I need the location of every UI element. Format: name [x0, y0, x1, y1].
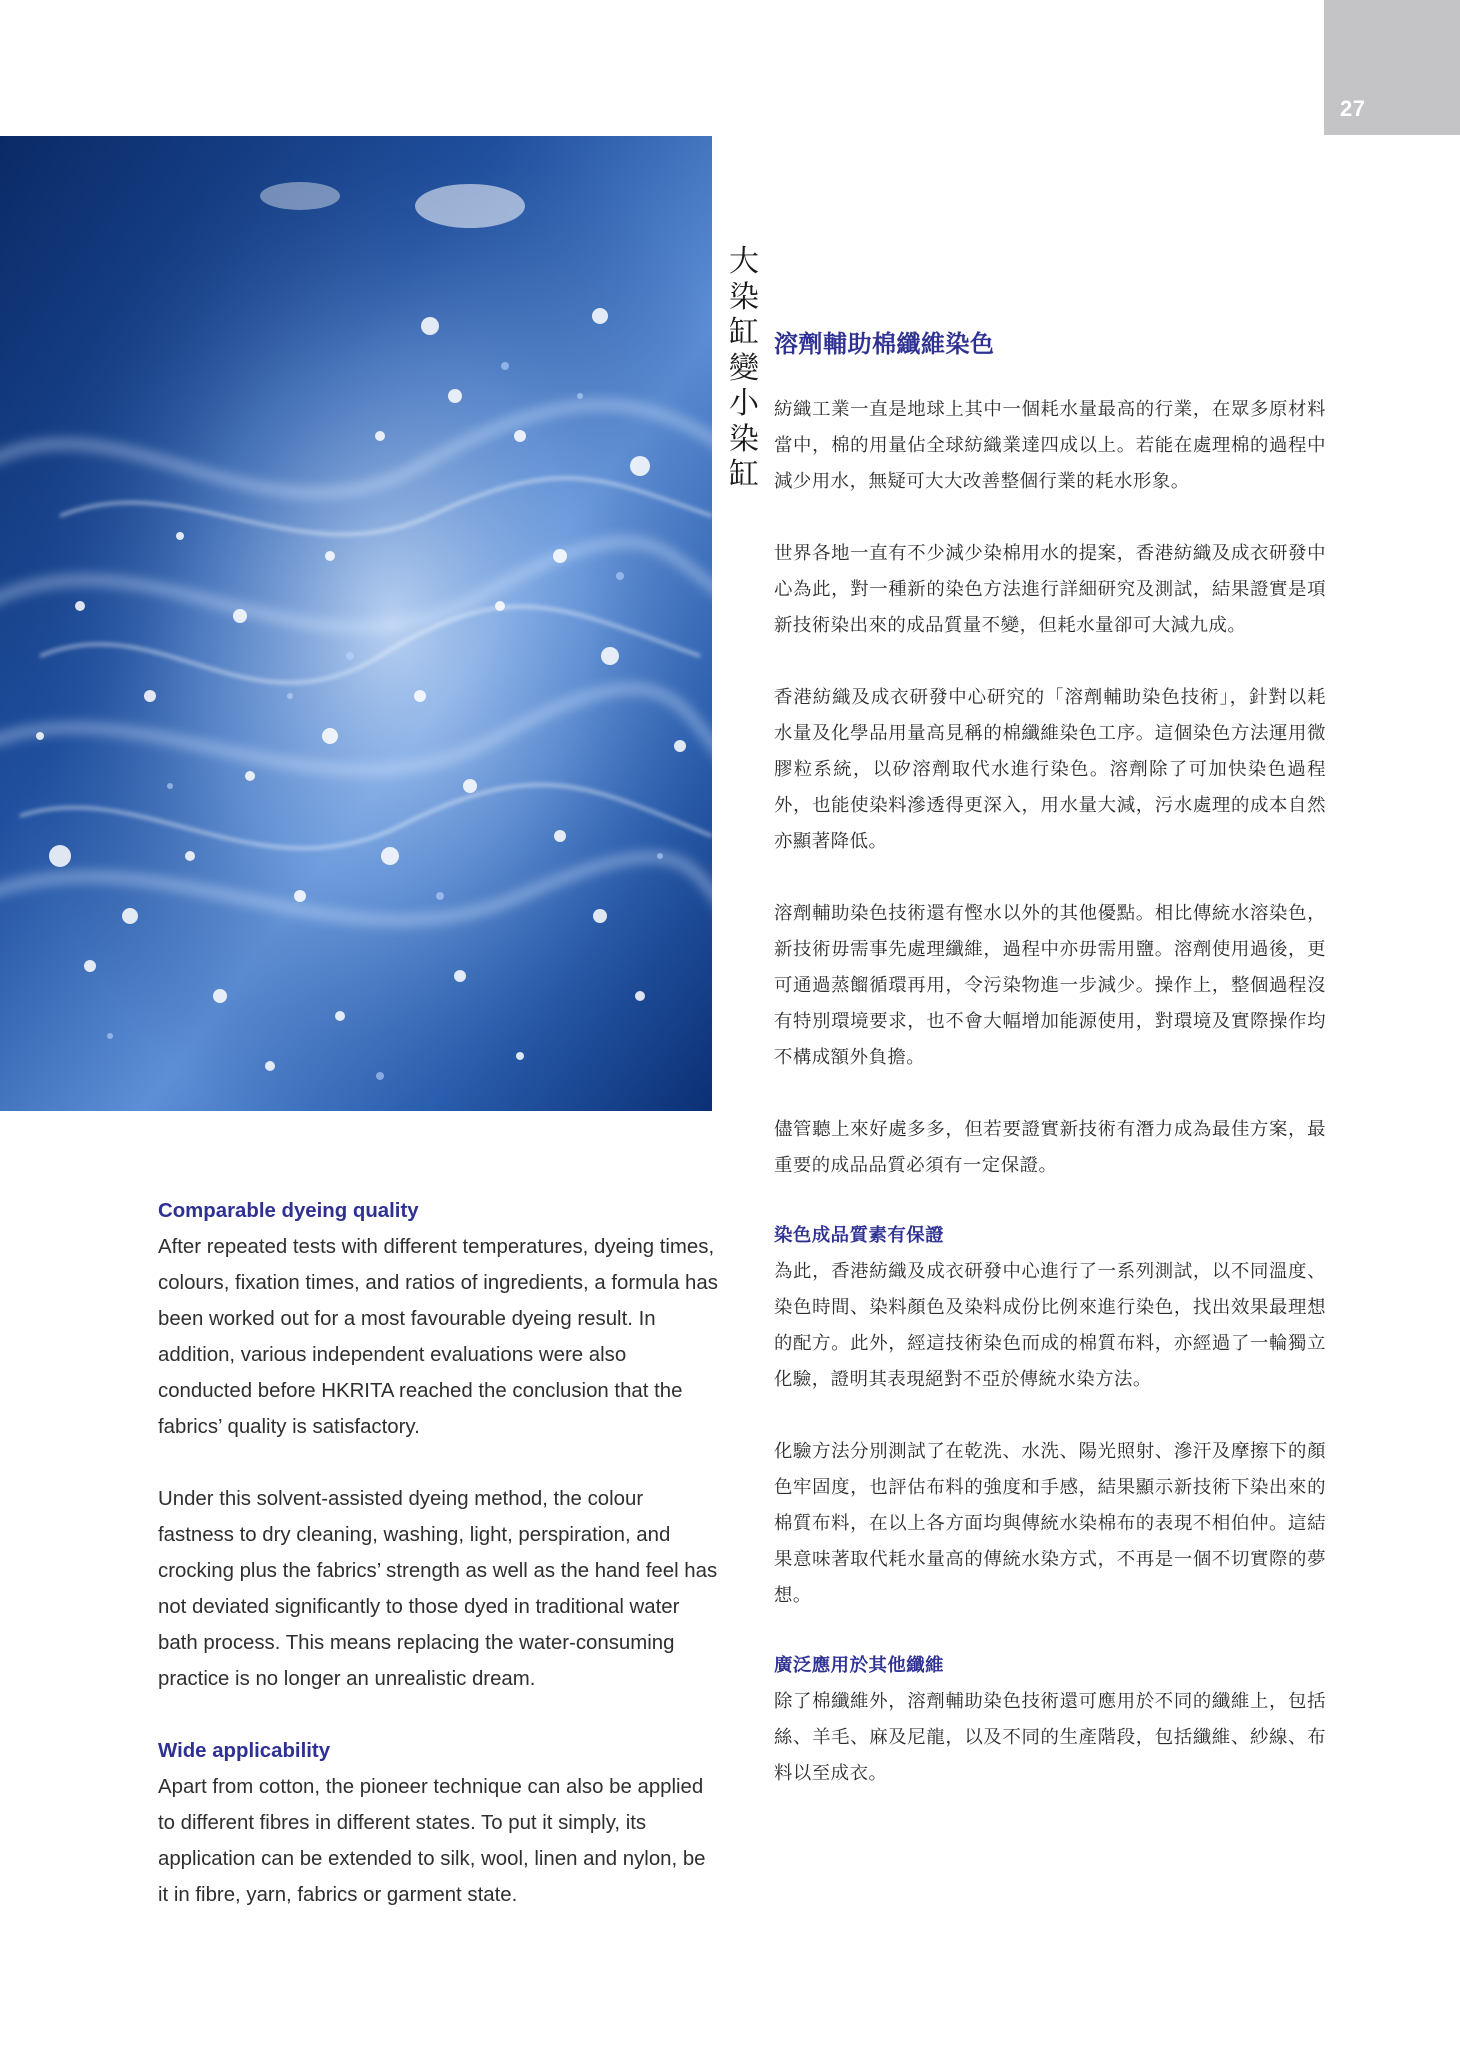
page-number: 27: [1340, 96, 1366, 121]
chinese-paragraph: 儘管聽上來好處多多，但若要證實新技術有潛力成為最佳方案，最重要的成品品質必須有一定保證。: [774, 1119, 1326, 1176]
chinese-article-title: 溶劑輔助棉纖維染色: [774, 330, 995, 358]
chinese-paragraph: 溶劑輔助染色技術還有慳水以外的其他優點。相比傳統水溶染色，新技術毋需事先處理纖維，過程中亦毋需用鹽。溶劑使用過後，更可通過蒸餾循環再用，令污染物進一步減少。操作上，整個過程沒有特別環境要求，也不會大幅增加能源使用，對環境及實際操作均不構成額外負擔。: [774, 903, 1326, 1068]
english-paragraph: After repeated tests with different temperatures, dyeing times, colours, fixation times, and ratios of ingredients, a formula has been worked out for a most favourable dyeing result. In addition, various independent evaluations were also conducted before HKRITA reached the conclusion that the fabrics’ quality is satisfactory.: [158, 1236, 718, 1438]
water-illustration: [0, 136, 712, 1111]
chinese-section-heading: 廣泛應用於其他纖維: [774, 1655, 945, 1676]
english-article: [158, 1193, 718, 1913]
hero-water-photo: [0, 136, 712, 1111]
chinese-article: [774, 322, 1326, 1792]
chinese-paragraph: 化驗方法分別測試了在乾洗、水洗、陽光照射、滲汗及摩擦下的顏色牢固度，也評估布料的強度和手感，結果顯示新技術下染出來的棉質布料，在以上各方面均與傳統水染棉布的表現不相伯仲。這結果意味著取代耗水量高的傳統水染方式，不再是一個不切實際的夢想。: [774, 1441, 1326, 1606]
chinese-paragraph: 除了棉纖維外，溶劑輔助染色技術還可應用於不同的纖維上，包括絲、羊毛、麻及尼龍，以及不同的生產階段，包括纖維、紗線、布料以至成衣。: [774, 1691, 1326, 1784]
english-section-heading: Wide applicability: [158, 1740, 331, 1762]
chinese-paragraph: 為此，香港紡織及成衣研發中心進行了一系列測試，以不同溫度、染色時間、染料顏色及染料成份比例來進行染色，找出效果最理想的配方。此外，經這技術染色而成的棉質布料，亦經過了一輪獨立化驗，證明其表現絕對不亞於傳統水染方法。: [774, 1261, 1326, 1390]
chinese-paragraph: 紡織工業一直是地球上其中一個耗水量最高的行業，在眾多原材料當中，棉的用量佔全球紡織業達四成以上。若能在處理棉的過程中減少用水，無疑可大大改善整個行業的耗水形象。: [774, 399, 1326, 492]
chinese-paragraph: 香港紡織及成衣研發中心研究的「溶劑輔助染色技術」，針對以耗水量及化學品用量高見稱的棉纖維染色工序。這個染色方法運用微膠粒系統，以矽溶劑取代水進行染色。溶劑除了可加快染色過程外，也能使染料滲透得更深入，用水量大減，污水處理的成本自然亦顯著降低。: [774, 687, 1326, 852]
english-paragraph: Apart from cotton, the pioneer technique can also be applied to different fibres in different states. To put it simply, its application can be extended to silk, wool, linen and nylon, be it in fibre, yarn, fabrics or garment state.: [158, 1776, 706, 1906]
chinese-paragraph: 世界各地一直有不少減少染棉用水的提案，香港紡織及成衣研發中心為此，對一種新的染色方法進行詳細研究及測試，結果證實是項新技術染出來的成品質量不變，但耗水量卻可大減九成。: [774, 543, 1326, 636]
vertical-chinese-title: 大染缸變小染缸: [729, 244, 759, 492]
chinese-section-heading: 染色成品質素有保證: [774, 1225, 945, 1246]
english-section-heading: Comparable dyeing quality: [158, 1200, 419, 1222]
english-paragraph: Under this solvent-assisted dyeing method, the colour fastness to dry cleaning, washing, light, perspiration, and crocking plus the fabrics’ strength as well as the hand feel has not deviated significantly to those dyed in traditional water bath process. This means replacing the water-consuming practice is no longer an unrealistic dream.: [158, 1488, 718, 1690]
